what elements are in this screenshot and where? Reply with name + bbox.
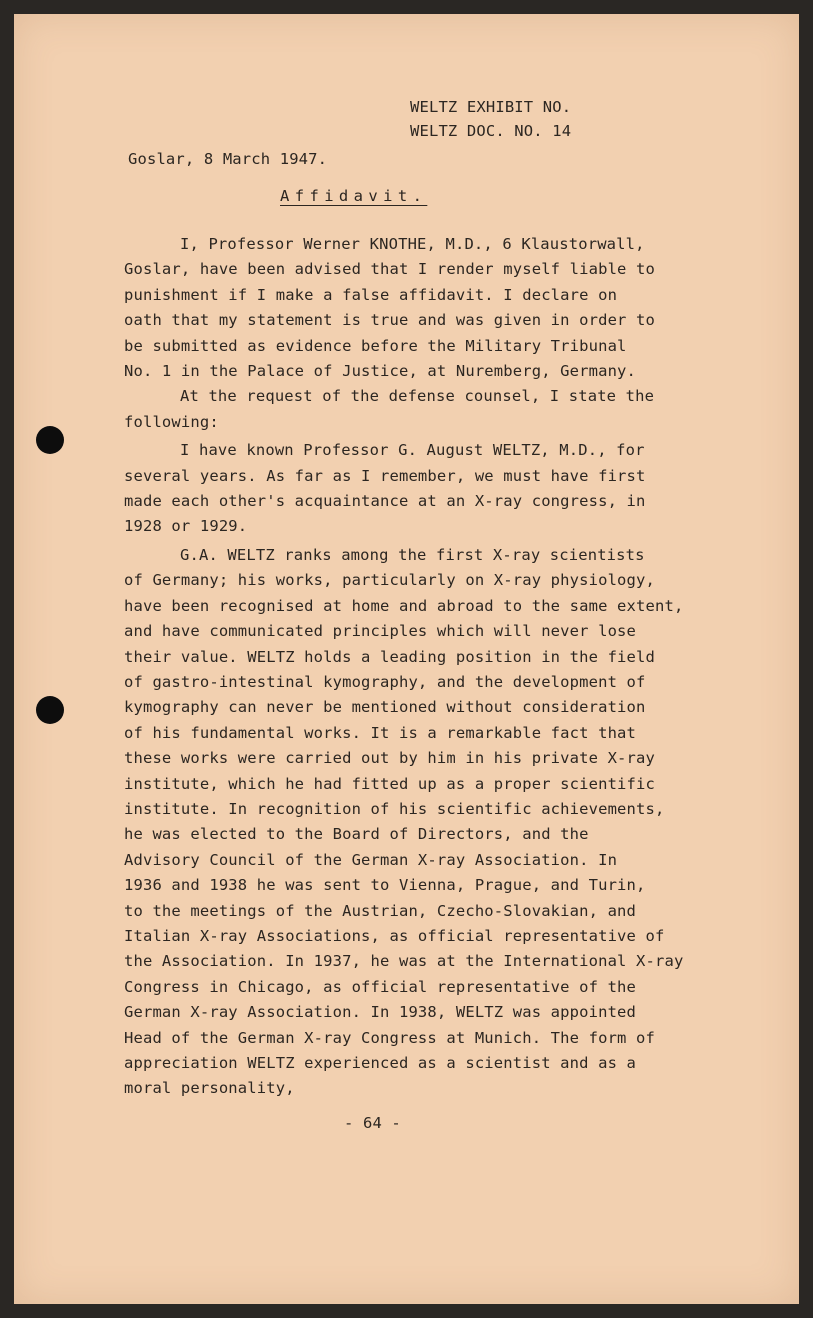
punch-hole [36,696,64,724]
page-number: - 64 - [344,1114,401,1132]
document-title: Affidavit. [280,187,428,205]
body-line: Italian X-ray Associations, as official representative of [124,926,665,945]
body-line: have been recognised at home and abroad to the same extent, [124,596,684,615]
body-line: and have communicated principles which will never lose [124,622,637,641]
affidavit-body [124,232,764,1102]
body-line: to the meetings of the Austrian, Czecho-Slovakian, and [124,901,637,920]
body-line: 1936 and 1938 he was sent to Vienna, Prague, and Turin, [124,876,646,895]
document-number: WELTZ DOC. NO. 14 [410,122,572,140]
body-line: of Germany; his works, particularly on X-ray physiology, [124,571,655,590]
body-line: moral personality, [124,1079,295,1098]
body-line: Congress in Chicago, as official representative of the [124,977,637,996]
body-line: several years. As far as I remember, we must have first [124,466,646,485]
body-line: institute, which he had fitted up as a proper scientific [124,774,655,793]
body-line: following: [124,412,219,431]
body-line: of his fundamental works. It is a remarkable fact that [124,723,637,742]
body-line: he was elected to the Board of Directors, and the [124,825,589,844]
body-line: be submitted as evidence before the Military Tribunal [124,336,627,355]
body-line: 1928 or 1929. [124,517,248,536]
body-line: of gastro-intestinal kymography, and the development of [124,672,646,691]
body-line: institute. In recognition of his scientific achievements, [124,799,665,818]
body-line: their value. WELTZ holds a leading position in the field [124,647,655,666]
body-line: these works were carried out by him in his private X-ray [124,749,655,768]
body-line: Goslar, have been advised that I render myself liable to [124,260,655,279]
body-line: G.A. WELTZ ranks among the first X-ray scientists [180,545,645,564]
exhibit-number: WELTZ EXHIBIT NO. [410,98,572,116]
body-line: the Association. In 1937, he was at the International X-ray [124,952,684,971]
punch-hole [36,426,64,454]
body-line: oath that my statement is true and was given in order to [124,311,655,330]
date-line: Goslar, 8 March 1947. [128,150,328,168]
body-line: No. 1 in the Palace of Justice, at Nuremberg, Germany. [124,362,637,381]
body-line: German X-ray Association. In 1938, WELTZ was appointed [124,1003,637,1022]
body-line: kymography can never be mentioned without consideration [124,698,646,717]
body-line: At the request of the defense counsel, I state the [180,387,655,406]
body-line: I, Professor Werner KNOTHE, M.D., 6 Klaustorwall, [180,235,645,253]
body-line: Head of the German X-ray Congress at Munich. The form of [124,1028,655,1047]
body-line: I have known Professor G. August WELTZ, M.D., for [180,441,645,460]
body-line: appreciation WELTZ experienced as a scientist and as a [124,1054,637,1072]
body-line: Advisory Council of the German X-ray Association. In [124,850,618,869]
body-line: punishment if I make a false affidavit. I declare on [124,285,618,304]
body-line: made each other's acquaintance at an X-ray congress, in [124,492,646,511]
